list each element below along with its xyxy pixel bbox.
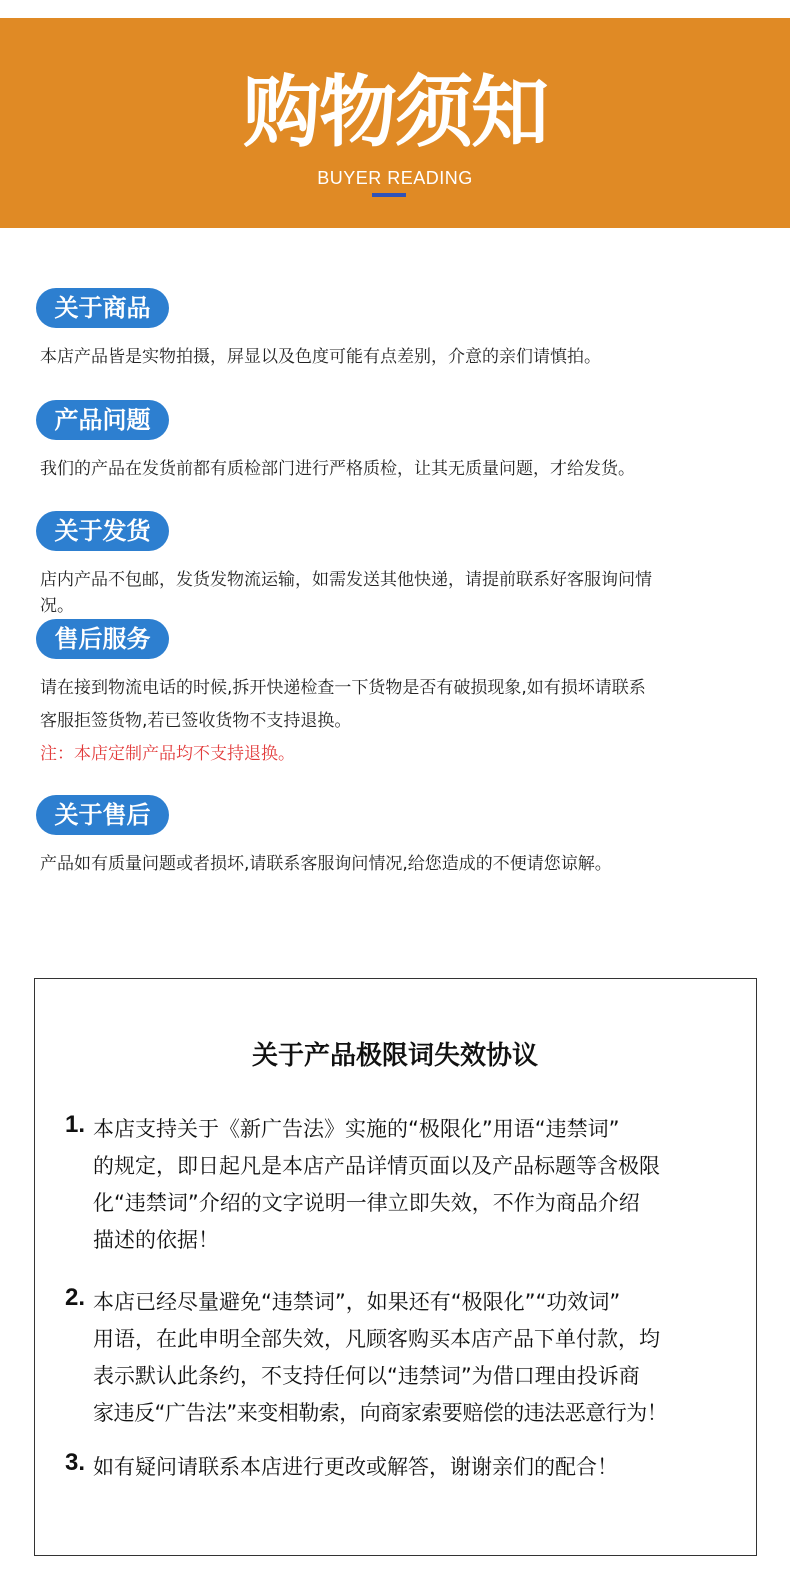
item-line: 本店支持关于《新广告法》实施的“极限化”用语“违禁词” xyxy=(93,1117,620,1141)
header-banner xyxy=(0,18,790,228)
item-line: 化“违禁词”介绍的文字说明一律立即失效，不作为商品介绍 xyxy=(93,1191,640,1215)
section-text-line: 本店产品皆是实物拍摄，屏显以及色度可能有点差别，介意的亲们请慎拍。 xyxy=(40,347,601,367)
custom-product-note: 注：本店定制产品均不支持退换。 xyxy=(40,744,295,764)
item-line: 用语，在此申明全部失效，凡顾客购买本店产品下单付款，均 xyxy=(93,1327,660,1351)
item-text xyxy=(93,1449,738,1486)
section-text-line: 况。 xyxy=(40,596,74,616)
section-heading: 关于售后 xyxy=(36,795,169,835)
item-number: 2. xyxy=(65,1284,86,1311)
section-heading: 产品问题 xyxy=(36,400,169,440)
item-number: 3. xyxy=(65,1449,86,1476)
section-heading: 售后服务 xyxy=(36,619,169,659)
section-text-line: 产品如有质量问题或者损坏,请联系客服询问情况,给您造成的不便请您谅解。 xyxy=(40,854,612,874)
item-text xyxy=(93,1111,738,1259)
extreme-words-agreement-box xyxy=(34,978,757,1556)
section-text-line: 我们的产品在发货前都有质检部门进行严格质检，让其无质量问题，才给发货。 xyxy=(40,459,635,479)
item-number: 1. xyxy=(65,1111,86,1138)
item-line: 家违反“广告法”来变相勒索，向商家索要赔偿的违法恶意行为！ xyxy=(93,1401,668,1425)
item-text xyxy=(93,1284,738,1432)
banner-title: 购物须知 xyxy=(242,68,547,158)
section-heading: 关于发货 xyxy=(36,511,169,551)
section-text-line: 请在接到物流电话的时候,拆开快递检查一下货物是否有破损现象,如有损坏请联系 xyxy=(40,678,646,698)
section-heading: 关于商品 xyxy=(36,288,169,328)
item-line: 表示默认此条约，不支持任何以“违禁词”为借口理由投诉商 xyxy=(93,1364,640,1388)
banner-accent-bar xyxy=(372,193,406,197)
item-line: 的规定，即日起凡是本店产品详情页面以及产品标题等含极限 xyxy=(93,1154,660,1178)
item-line: 本店已经尽量避免“违禁词”，如果还有“极限化”“功效词” xyxy=(93,1290,621,1314)
section-text-line: 店内产品不包邮，发货发物流运输，如需发送其他快递，请提前联系好客服询问情 xyxy=(40,570,652,590)
agreement-title: 关于产品极限词失效协议 xyxy=(251,1041,538,1071)
section-text-line: 客服拒签货物,若已签收货物不支持退换。 xyxy=(40,711,352,731)
item-line: 如有疑问请联系本店进行更改或解答，谢谢亲们的配合！ xyxy=(93,1455,618,1479)
item-line: 描述的依据！ xyxy=(93,1228,219,1252)
banner-subtitle: BUYER READING xyxy=(317,168,473,188)
